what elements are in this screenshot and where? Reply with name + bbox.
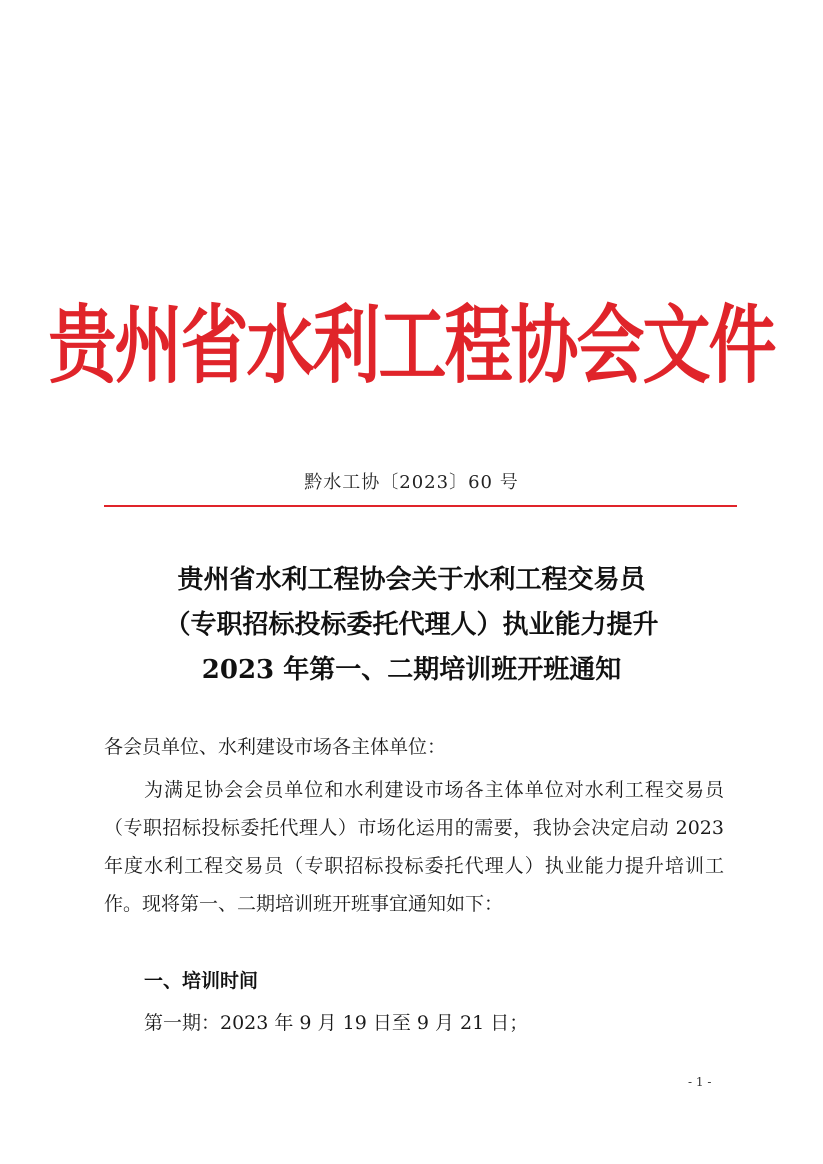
title-line-1: 贵州省水利工程协会关于水利工程交易员 xyxy=(177,565,646,595)
salutation: 各会员单位、水利建设市场各主体单位： xyxy=(104,736,447,758)
intro-paragraph: 为满足协会会员单位和水利建设市场各主体单位对水利工程交易员（专职招标投标委托代理人）市场化运用的需要，我协会决定启动 2023 年度水利工程交易员（专职招标投标委托代理人）执业能力提升培训工作。现将第一、二期培训班开班事宜通知如下： xyxy=(104,779,724,915)
document-number: 黔水工协〔2023〕60 号 xyxy=(304,472,519,493)
page-number: - 1 - xyxy=(688,1075,712,1089)
period-1-line: 第一期：2023 年 9 月 19 日至 9 月 21 日； xyxy=(144,1012,529,1034)
notice-title xyxy=(0,558,823,693)
title-line-3: 2023 年第一、二期培训班开班通知 xyxy=(201,655,622,685)
title-line-2: （专职招标投标委托代理人）执业能力提升 xyxy=(164,610,659,640)
red-divider-line xyxy=(104,505,737,507)
section-heading-training-time: 一、培训时间 xyxy=(144,970,259,992)
masthead-title: 贵州省水利工程协会文件 xyxy=(48,296,775,397)
